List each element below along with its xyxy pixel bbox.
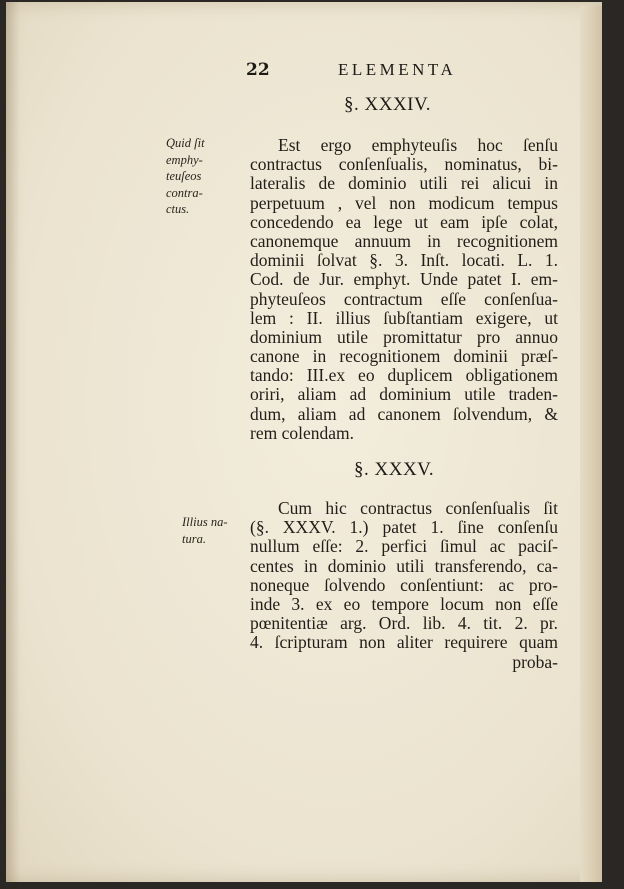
margin-note-illius-natura [182, 514, 227, 547]
running-title: ELEMENTA [338, 60, 457, 79]
text-line: canonemque annuum in recognitionem [250, 230, 558, 251]
text-line: Cod. de Jur. emphyt. Unde patet I. em- [250, 269, 558, 290]
text-line: dominium utile promittatur pro annuo [250, 326, 558, 347]
margin-note-line: Quid ſit [166, 136, 205, 150]
section-heading-xxxiv: §. XXXIV. [344, 94, 432, 115]
text-line: inde 3. ex eo tempore locum non eſſe [250, 593, 558, 614]
gutter-shadow [6, 2, 20, 882]
text-line: Cum hic contractus conſenſualis ſit [278, 498, 558, 518]
text-line: concedendo ea lege ut eam ipſe colat, [250, 211, 558, 232]
page-number: 22 [246, 60, 270, 80]
text-line: contractus conſenſualis, nominatus, bi- [250, 154, 558, 175]
text-line: (§. XXXV. 1.) patet 1. ſine conſenſu [250, 517, 558, 538]
text-line: lateralis de dominio utili rei alicui in [250, 173, 558, 194]
margin-note-line: tura. [182, 531, 206, 546]
margin-note-line: ctus. [166, 202, 190, 216]
page-header [246, 60, 496, 84]
margin-note-line: contra- [166, 185, 203, 200]
margin-note-line: emphy- [166, 152, 203, 167]
text-line: proba- [512, 651, 558, 672]
book-page [6, 2, 602, 882]
text-line: noneque ſolvendo conſentiunt: ac pro- [250, 574, 558, 595]
margin-note-line: Illius na- [182, 515, 228, 529]
text-line: dum, aliam ad canonem ſolvendum, & [250, 403, 558, 424]
text-line: phyteuſeos contractum eſſe conſenſua- [250, 288, 558, 309]
text-line: rem colendam. [250, 422, 354, 443]
text-line: dominii ſolvat §. 3. Inſt. locati. L. 1. [250, 250, 558, 271]
text-line: centes in dominio utili transferendo, ca- [250, 555, 558, 576]
text-line: perpetuum , vel non modicum tempus [250, 192, 558, 213]
text-line: nullum eſſe: 2. perfici ſimul ac paciſ- [250, 536, 558, 557]
page-edge [580, 6, 602, 882]
margin-note-line: teuſeos [166, 169, 202, 183]
text-line: 4. ſcripturam non aliter requirere quam [250, 632, 558, 653]
text-line: canone in recognitionem dominii præſ- [250, 346, 558, 367]
section-heading-xxxv: §. XXXV. [354, 459, 435, 480]
text-line: tando: III.ex eo duplicem obligationem [250, 365, 558, 386]
show-through-text [306, 92, 310, 110]
section-body-xxxiv [250, 136, 558, 443]
section-body-xxxv [250, 499, 558, 672]
margin-note-quid-sit [166, 135, 205, 218]
text-line: oriri, aliam ad dominium utile traden- [250, 384, 558, 405]
text-line: Est ergo emphyteuſis hoc ſenſu [278, 135, 558, 155]
text-line: lem : II. illius ſubſtantiam exigere, ut [250, 307, 558, 328]
text-line: pœnitentiæ arg. Ord. lib. 4. tit. 2. pr. [250, 613, 558, 634]
